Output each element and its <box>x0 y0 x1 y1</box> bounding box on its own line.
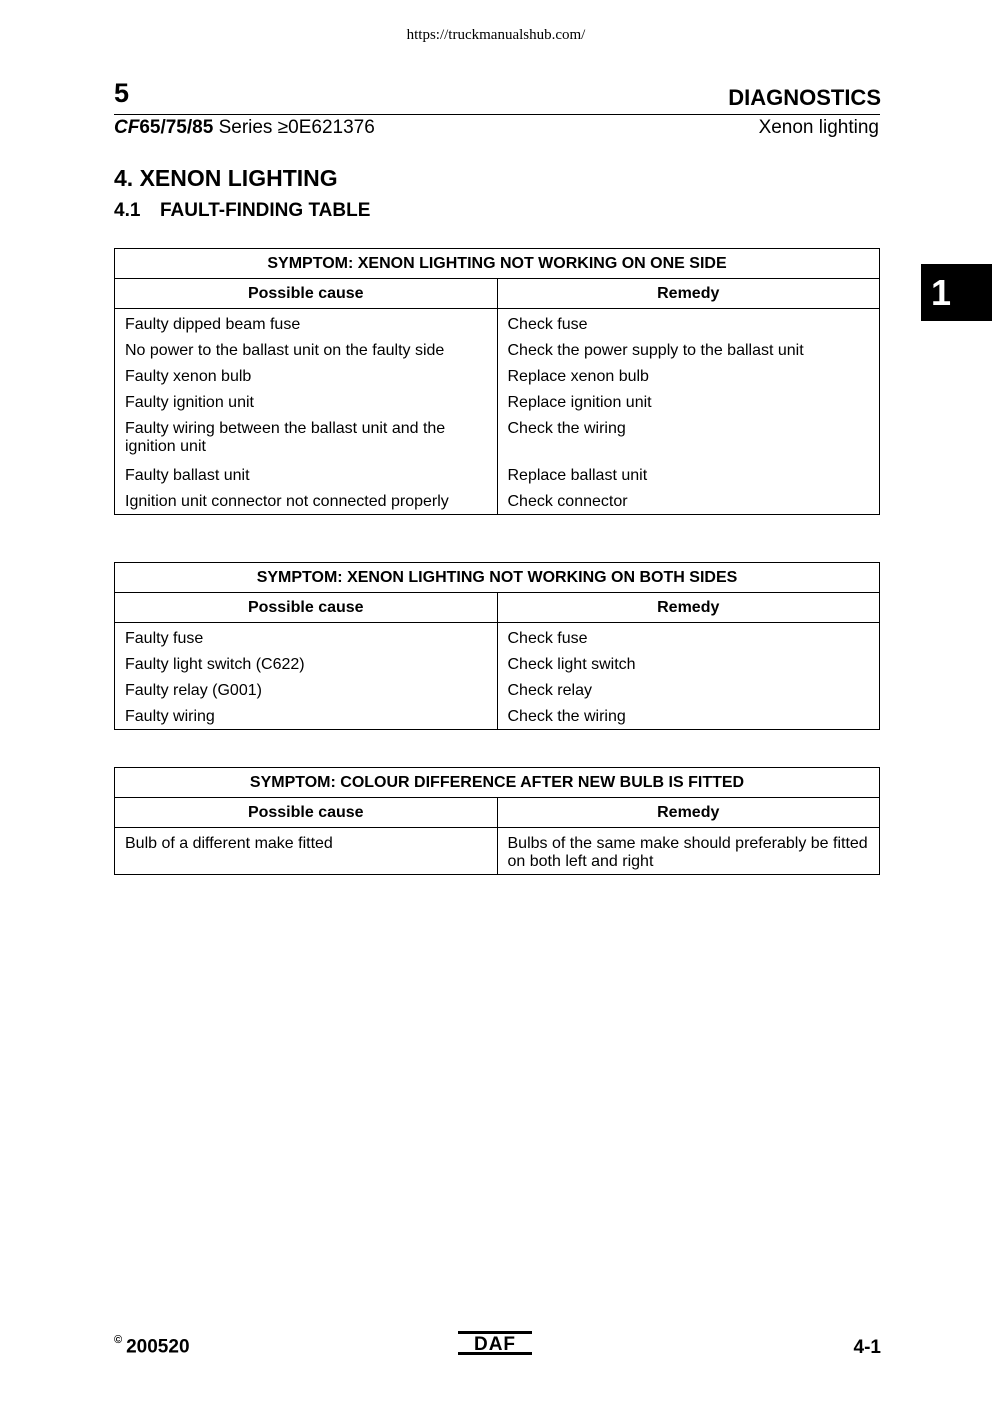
cause-cell: Faulty ignition unit <box>115 387 498 413</box>
section-heading: 4. XENON LIGHTING <box>114 165 338 191</box>
fault-table-one-side <box>114 248 880 515</box>
cause-cell: Faulty fuse <box>115 623 498 650</box>
table-row <box>115 486 880 515</box>
cause-cell: Faulty wiring between the ballast unit and the ignition unit <box>115 413 498 460</box>
remedy-cell: Check relay <box>497 675 880 701</box>
remedy-cell: Check the wiring <box>497 701 880 730</box>
table-row <box>115 701 880 730</box>
model-name <box>114 117 213 138</box>
cause-cell: Faulty xenon bulb <box>115 361 498 387</box>
cause-cell: No power to the ballast unit on the faulty side <box>115 335 498 361</box>
table-row <box>115 828 880 875</box>
subsection-number: 4.1 <box>114 200 141 221</box>
remedy-column-header: Remedy <box>497 593 880 623</box>
series-range: Series ≥0E621376 <box>213 117 375 138</box>
cause-cell: Ignition unit connector not connected properly <box>115 486 498 515</box>
table-row <box>115 675 880 701</box>
table-row <box>115 623 880 650</box>
remedy-cell: Check connector <box>497 486 880 515</box>
model-numbers: 65/75/85 <box>139 117 214 138</box>
daf-logo <box>458 1331 532 1355</box>
remedy-cell: Replace xenon bulb <box>497 361 880 387</box>
section-name: Xenon lighting <box>758 117 879 138</box>
cause-cell: Faulty relay (G001) <box>115 675 498 701</box>
copyright-year: 200520 <box>126 1336 190 1358</box>
cause-cell: Faulty light switch (C622) <box>115 649 498 675</box>
fault-table-colour-difference <box>114 767 880 875</box>
chapter-number: 5 <box>114 78 130 108</box>
cause-column-header: Possible cause <box>115 593 498 623</box>
model-series <box>114 117 375 139</box>
page-number: 4-1 <box>853 1337 881 1358</box>
cause-cell: Bulb of a different make fitted <box>115 828 498 875</box>
remedy-column-header: Remedy <box>497 279 880 309</box>
chapter-title: DIAGNOSTICS <box>728 85 881 110</box>
table-row <box>115 309 880 336</box>
header-divider <box>114 114 880 115</box>
table-row <box>115 649 880 675</box>
table-row <box>115 460 880 486</box>
fault-table-both-sides <box>114 562 880 730</box>
remedy-cell: Check the wiring <box>497 413 880 460</box>
table-row <box>115 335 880 361</box>
symptom-header: SYMPTOM: XENON LIGHTING NOT WORKING ON BOTH SIDES <box>115 563 880 593</box>
cause-cell: Faulty ballast unit <box>115 460 498 486</box>
cause-cell: Faulty dipped beam fuse <box>115 309 498 336</box>
remedy-cell: Check the power supply to the ballast unit <box>497 335 880 361</box>
table-row <box>115 387 880 413</box>
copyright <box>114 1336 190 1358</box>
remedy-column-header: Remedy <box>497 798 880 828</box>
subsection-heading <box>114 200 370 222</box>
remedy-cell: Bulbs of the same make should preferably be fitted on both left and right <box>497 828 880 875</box>
symptom-header: SYMPTOM: XENON LIGHTING NOT WORKING ON ONE SIDE <box>115 249 880 279</box>
copyright-symbol: © <box>114 1334 123 1346</box>
remedy-cell: Check fuse <box>497 309 880 336</box>
subsection-title: FAULT-FINDING TABLE <box>160 200 371 221</box>
chapter-tab-marker: 1 <box>921 264 992 321</box>
remedy-cell: Replace ignition unit <box>497 387 880 413</box>
remedy-cell: Check light switch <box>497 649 880 675</box>
remedy-cell: Replace ballast unit <box>497 460 880 486</box>
source-url: https://truckmanualshub.com/ <box>406 27 586 43</box>
cause-cell: Faulty wiring <box>115 701 498 730</box>
cause-column-header: Possible cause <box>115 279 498 309</box>
symptom-header: SYMPTOM: COLOUR DIFFERENCE AFTER NEW BULB IS FITTED <box>115 768 880 798</box>
table-row <box>115 361 880 387</box>
table-row <box>115 413 880 460</box>
model-prefix: CF <box>114 117 140 138</box>
remedy-cell: Check fuse <box>497 623 880 650</box>
cause-column-header: Possible cause <box>115 798 498 828</box>
logo-text: DAF <box>473 1334 517 1355</box>
